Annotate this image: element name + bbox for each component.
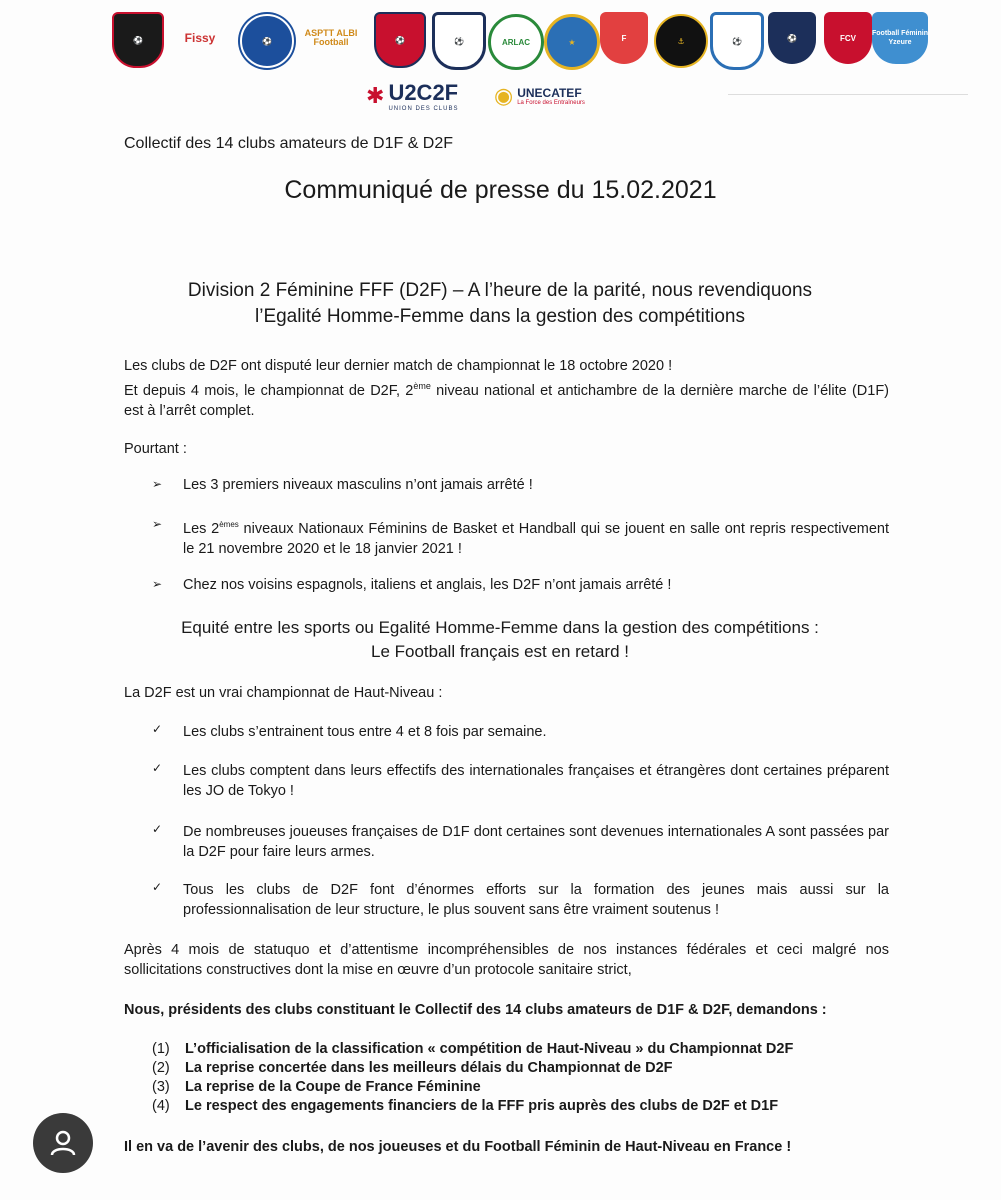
check-bullet-2: Les clubs comptent dans leurs effectifs des internationales françaises et étrangères dont certaines préparent les JO de Tokyo !: [183, 763, 889, 799]
club-logo-9: F: [600, 12, 648, 64]
club-logo-asptt-albi: ASPTT ALBI Football: [304, 28, 358, 47]
check-bullet-1: Les clubs s’entrainent tous entre 4 et 8 fois par semaine.: [183, 724, 547, 740]
check-icon: ✓: [152, 722, 163, 736]
demands-list: [152, 1040, 793, 1116]
demand-item: (3) La reprise de la Coupe de France Féminine: [152, 1079, 481, 1095]
club-logo-10: ⚓: [654, 14, 708, 68]
arrow-bullet-icon: ➢: [152, 517, 163, 531]
check-bullet-4: Tous les clubs de D2F font d’énormes efforts sur la formation des jeunes mais aussi sur la professionnalisation de leur structure, le plus souvent sans être vraiment soutenus !: [183, 882, 889, 918]
club-logo-8: ★: [544, 14, 600, 70]
demand-item: (1) L’officialisation de la classification « compétition de Haut-Niveau » du Championnat D2F: [152, 1041, 794, 1057]
demand-heading: Nous, présidents des clubs constituant le Collectif des 14 clubs amateurs de D1F & D2F, demandons :: [124, 1002, 827, 1018]
collective-header: Collectif des 14 clubs amateurs de D1F & D2F: [124, 135, 454, 152]
club-logo-yzeure: Football Féminin Yzeure: [872, 12, 928, 64]
after-paragraph: Après 4 mois de statuquo et d’attentisme incompréhensibles de nos instances fédérales et ceci malgré nos sollicitations constructives dont la mise en œuvre d’un protocole sanitaire strict,: [124, 942, 889, 978]
user-icon: [46, 1126, 80, 1160]
club-logo-fissy: Fissy: [184, 30, 216, 45]
page-title: Communiqué de presse du 15.02.2021: [284, 176, 717, 204]
club-logo-11: ⚽: [710, 12, 764, 70]
demand-item: (2) La reprise concertée dans les meilleurs délais du Championnat de D2F: [152, 1060, 673, 1076]
check-bullet-3: De nombreuses joueuses françaises de D1F dont certaines sont devenues internationales A sont passées par la D2F pour faire leurs armes.: [183, 824, 889, 860]
runner-icon: ✱: [366, 83, 385, 108]
profile-avatar-button[interactable]: [33, 1113, 93, 1173]
decorative-rule: [728, 94, 968, 95]
pourtant-label: Pourtant :: [124, 441, 187, 457]
section-heading-1: Division 2 Féminine FFF (D2F) – A l’heure de la parité, nous revendiquons l’Egalité Homme-Femme dans la gestion des compétitions: [187, 280, 813, 327]
arrow-bullet-icon: ➢: [152, 477, 163, 491]
d2f-intro: La D2F est un vrai championnat de Haut-Niveau :: [124, 685, 443, 701]
ball-icon: ◉: [494, 83, 514, 108]
club-logo-6: ⚽: [432, 12, 486, 70]
club-logo-1: ⚽: [112, 12, 164, 68]
club-logo-3: ⚽: [240, 14, 294, 68]
closing-statement: Il en va de l’avenir des clubs, de nos joueuses et du Football Féminin de Haut-Niveau en France !: [124, 1139, 792, 1155]
intro-paragraph: Les clubs de D2F ont disputé leur dernier match de championnat le 18 octobre 2020 ! Et depuis 4 mois, le championnat de D2F, 2ème niveau national et antichambre de la dernière marche de l’élite (D1F) est à l’arrêt complet.: [124, 358, 890, 419]
u2c2f-logo: ✱ U2C2F UNION DES CLUBS: [366, 80, 459, 112]
demand-item: (4) Le respect des engagements financiers de la FFF pris auprès des clubs de D2F et D1F: [152, 1098, 779, 1114]
check-icon: ✓: [152, 880, 163, 894]
club-logos-row: [112, 12, 928, 70]
club-logo-5: ⚽: [374, 12, 426, 68]
arrow-bullet-3: Chez nos voisins espagnols, italiens et anglais, les D2F n’ont jamais arrêté !: [183, 577, 672, 593]
check-icon: ✓: [152, 822, 163, 836]
unecatef-logo: ◉ UNECATEF La Force des Entraîneurs: [494, 83, 585, 108]
section-heading-2: Equité entre les sports ou Egalité Homme-Femme dans la gestion des compétitions : Le Football français est en retard !: [181, 618, 819, 661]
club-logo-arlac: ARLAC: [488, 14, 544, 70]
arrow-bullet-2: Les 2èmes niveaux Nationaux Féminins de Basket et Handball qui se jouent en salle ont repris respectivement le 21 novembre 2020 et le 18 janvier 2021 !: [183, 520, 889, 557]
club-logo-fcv: FCV: [824, 12, 872, 64]
check-icon: ✓: [152, 761, 163, 775]
club-logo-12: ⚽: [768, 12, 816, 64]
arrow-bullet-1: Les 3 premiers niveaux masculins n’ont jamais arrêté !: [183, 477, 533, 493]
arrow-bullet-icon: ➢: [152, 577, 163, 591]
